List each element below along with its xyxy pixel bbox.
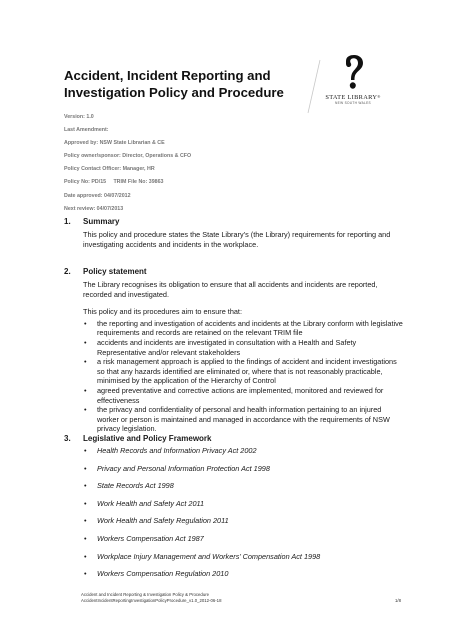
section-number: 2. xyxy=(64,267,71,276)
meta-policy-number: Policy No: PD/15 TRIM File No: 39863 xyxy=(64,179,164,186)
list-item xyxy=(83,386,403,405)
bullet-marker: • xyxy=(84,569,87,579)
list-item-text: Workplace Injury Management and Workers’ Compensation Act 1998 xyxy=(97,551,321,561)
page-number: 1/8 xyxy=(395,598,401,603)
list-item xyxy=(83,338,403,357)
list-item-text: Health Records and Information Privacy Act 2002 xyxy=(97,446,257,455)
bullet-marker: • xyxy=(84,481,87,491)
logo-subtitle: NEW SOUTH WALES xyxy=(335,101,371,105)
list-item xyxy=(83,481,403,499)
document-title-line-2: Investigation Policy and Procedure xyxy=(64,85,284,100)
document-title xyxy=(64,67,314,101)
list-item-text: Privacy and Personal Information Protection Act 1998 xyxy=(97,463,270,473)
list-item xyxy=(83,534,403,552)
list-item-text: accidents and incidents are investigated in consultation with a Health and Safety Representative and/or relevant stakeholders xyxy=(97,337,357,357)
meta-last-amendment: Last Amendment: xyxy=(64,127,109,134)
list-item-text: a risk management approach is applied to the findings of accident and incident investigations so that any hazards identified are eliminated or, where that is not reasonably practicable, minimised by the application of the Hierarchy of Control xyxy=(97,357,397,386)
list-item-text: Work Health and Safety Act 2011 xyxy=(97,498,205,508)
meta-version: Version: 1.0 xyxy=(64,114,94,120)
section-summary xyxy=(64,217,404,249)
section-heading xyxy=(64,217,404,227)
list-item xyxy=(83,319,403,338)
document-title-line-1: Accident, Incident Reporting and xyxy=(64,68,271,83)
logo-name: STATE LIBRARY xyxy=(325,94,378,101)
bullet-marker: • xyxy=(84,405,87,415)
bullet-marker: • xyxy=(84,533,87,543)
bullet-marker: • xyxy=(84,337,87,347)
footer-document-title: Accident and Incident Reporting & Investigation Policy & Procedure xyxy=(81,592,210,597)
list-item-text: the reporting and investigation of accidents and incidents at the Library conform with legislative requirements and records are retained on the relevant TRIM file xyxy=(97,318,403,338)
logo-registered: ® xyxy=(377,94,381,99)
list-item xyxy=(83,516,403,534)
section-body xyxy=(83,280,403,434)
section-title: Legislative and Policy Framework xyxy=(83,434,212,443)
logo-wordmark xyxy=(316,94,390,101)
section-heading xyxy=(64,434,404,444)
list-item xyxy=(83,464,403,482)
list-item-text: the privacy and confidentiality of personal and health information pertaining to an injured worker or person is maintained and managed in accordance with the requirements of NSW privacy legislation. xyxy=(97,405,390,434)
bullet-marker: • xyxy=(84,516,87,526)
list-item-text: Workers Compensation Act 1987 xyxy=(97,533,204,543)
section-title: Summary xyxy=(83,217,120,226)
list-item-text: Work Health and Safety Regulation 2011 xyxy=(97,516,229,526)
document-metadata xyxy=(64,113,384,218)
section-number: 3. xyxy=(64,434,71,443)
list-item-text: Workers Compensation Regulation 2010 xyxy=(97,569,229,579)
meta-date-approved: Date approved: 04/07/2012 xyxy=(64,192,131,199)
section-body xyxy=(83,230,403,249)
list-item xyxy=(83,499,403,517)
list-item xyxy=(83,569,403,587)
bullet-marker: • xyxy=(84,498,87,508)
legislation-list xyxy=(83,446,403,587)
section-legislative-framework xyxy=(64,434,404,587)
list-item xyxy=(83,405,403,434)
meta-next-review: Next review: 04/07/2013 xyxy=(64,205,124,212)
list-item xyxy=(83,446,403,464)
section-policy-statement xyxy=(64,267,404,434)
policy-bullet-list xyxy=(83,319,403,434)
policy-text-1: The Library recognises its obligation to ensure that all accidents and incidents are reported, recorded and investigated. xyxy=(83,280,378,299)
list-item xyxy=(83,357,403,386)
bullet-marker: • xyxy=(84,385,87,395)
bullet-marker: • xyxy=(84,357,87,367)
meta-approved-by: Approved by: NSW State Librarian & CE xyxy=(64,140,165,147)
section-number: 1. xyxy=(64,217,71,226)
bullet-marker: • xyxy=(84,318,87,328)
page-footer xyxy=(81,592,411,604)
meta-contact-officer: Policy Contact Officer: Manager, HR xyxy=(64,166,155,173)
section-body xyxy=(83,446,403,587)
bullet-marker: • xyxy=(84,551,87,561)
list-item-text: State Records Act 1998 xyxy=(97,481,174,491)
section-heading xyxy=(64,267,404,277)
meta-policy-owner: Policy owner/sponsor: Director, Operations & CFO xyxy=(64,153,192,160)
policy-text-2: This policy and its procedures aim to ensure that: xyxy=(83,307,242,317)
bullet-marker: • xyxy=(84,463,87,473)
list-item xyxy=(83,552,403,570)
section-title: Policy statement xyxy=(83,267,147,276)
bullet-marker: • xyxy=(84,446,87,455)
footer-file-name: AccidentIncidentReportingInvestigationPolicyProcedure_v1.0_2012-06-18 xyxy=(81,598,222,603)
list-item-text: agreed preventative and corrective actions are implemented, monitored and reviewed for effectiveness xyxy=(97,385,384,405)
summary-text: This policy and procedure states the State Library’s (the Library) requirements for reporting and investigating accidents and incidents in the workplace. xyxy=(83,230,391,249)
